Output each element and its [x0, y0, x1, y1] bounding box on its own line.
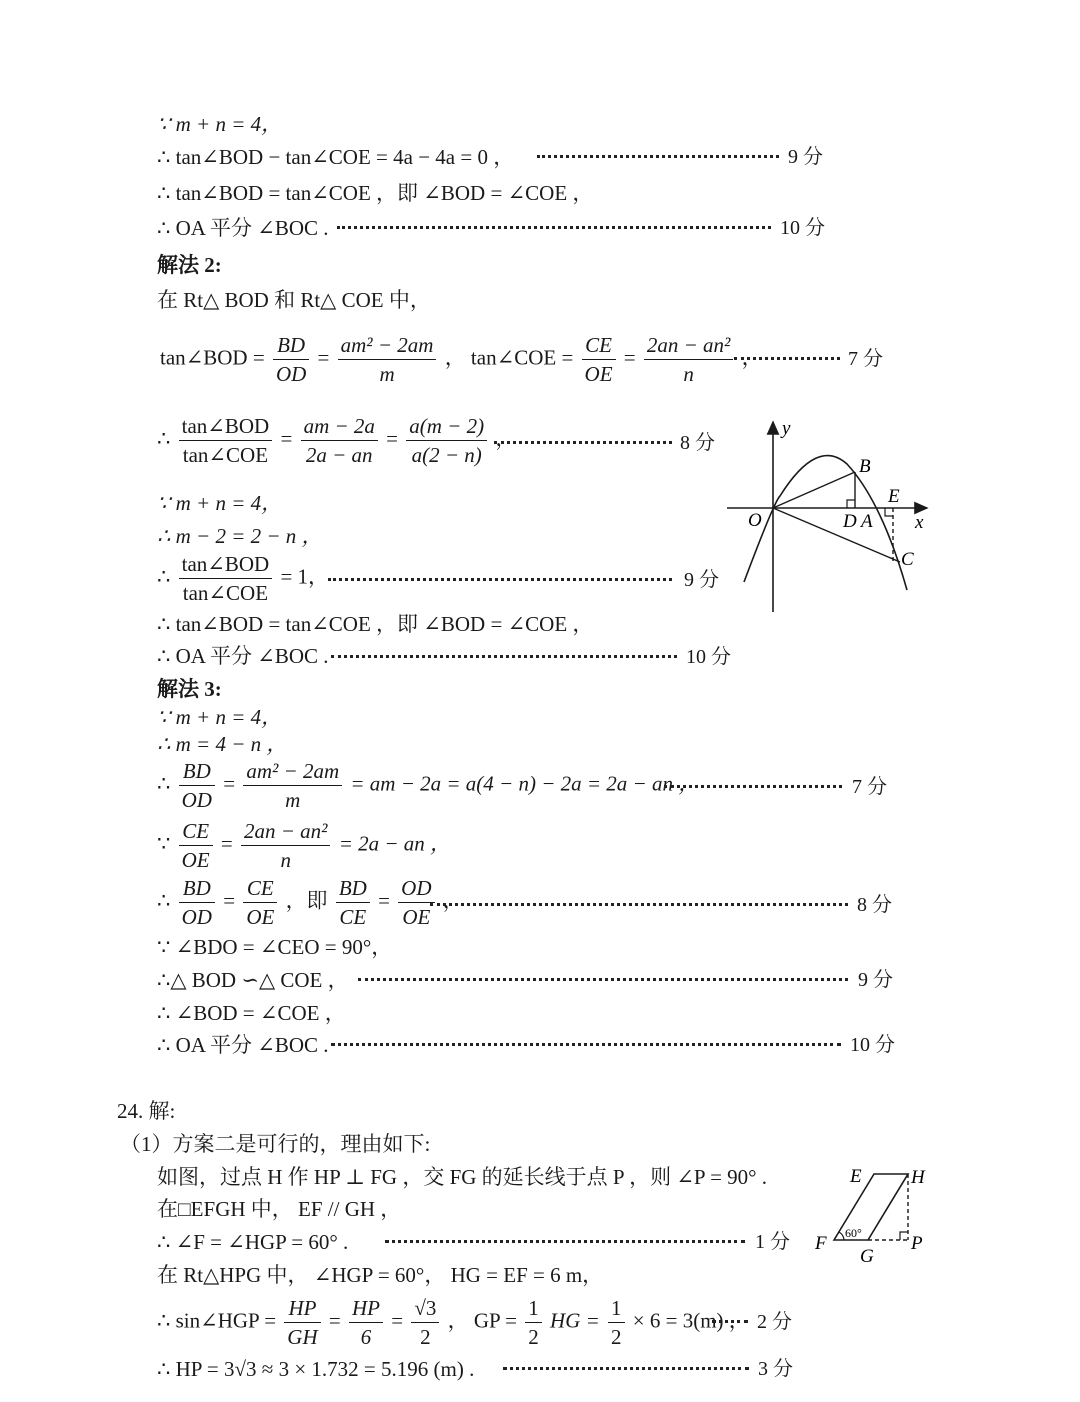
method3-eq3: ∴ $\frac{BD}{OD}$ = $\frac{\text{am² − 2am}}{m}$ = am − 2a = a(4 − n) − 2a = 2a − an ， [157, 759, 700, 812]
p1-line4: ∴ OA 平分 ∠BOC . [157, 216, 329, 240]
label-e: E [888, 486, 900, 507]
method2-eq2: ∴ tan∠BOD tan∠COE = $\frac{am - 2a}{2a - an}$ = $\frac{a(m - 2)}{a(2 - n)}$ ， [157, 414, 517, 467]
fraction: $\frac{1}{2}$ [608, 1294, 625, 1351]
fraction: $\frac{BD}{CE}$ [336, 874, 370, 931]
method3-eq5: ∴ $\frac{BD}{OD}$ = $\frac{CE}{OE}$ ，即 $\frac{BD}{CE}$ = $\frac{OD}{OE}$ ， [157, 876, 464, 929]
parallelogram-figure [812, 1160, 937, 1270]
right-angle-mark-e [885, 508, 893, 516]
score-leader [337, 226, 771, 229]
score-label: 7 分 [848, 348, 883, 370]
score-label: 9 分 [788, 146, 823, 168]
fraction: $\frac{BD}{OD}$ [179, 757, 215, 814]
fraction: $\frac{CE}{OE}$ [179, 817, 213, 874]
score-leader [503, 1367, 749, 1370]
fraction: $\frac{HP}{6}$ [349, 1294, 383, 1351]
label-f: F [815, 1233, 827, 1254]
right-angle-mark-p [900, 1232, 908, 1240]
score-leader [328, 578, 672, 581]
q24-line2: 在□EFGH 中， EF // GH ， [157, 1197, 402, 1221]
score-leader [430, 903, 848, 906]
q24-line1: 如图，过点 H 作 HP ⊥ FG ，交 FG 的延长线于点 P ，则 ∠P = 90° . [157, 1165, 768, 1189]
score-leader [331, 655, 677, 658]
fraction: $\frac{BD}{OD}$ [179, 874, 215, 931]
score-leader [664, 785, 842, 788]
method3-line2: ∴ m = 4 − n ， [157, 732, 288, 756]
fraction: $\frac{HP}{GH}$ [284, 1294, 320, 1351]
score-label: 10 分 [780, 217, 825, 239]
score-leader [494, 441, 672, 444]
fraction: $\frac{\text{2an − an²}}{n}$ [241, 817, 330, 874]
q24-line6: ∴ HP = 3√3 ≈ 3 × 1.732 = 5.196 (m) . [157, 1357, 475, 1381]
p1-line1: ∵ m + n = 4， [157, 112, 283, 136]
method2-line3: ∵ m + n = 4， [157, 491, 283, 515]
score-leader [537, 155, 779, 158]
fraction: $\frac{OD}{OE}$ [398, 874, 434, 931]
fraction: $\frac{\text{am² − 2am}}{m}$ [338, 331, 437, 388]
label-x: x [915, 512, 924, 533]
score-label: 2 分 [757, 1311, 792, 1333]
method3-line9: ∴ OA 平分 ∠BOC . [157, 1033, 329, 1057]
score-leader [712, 1320, 748, 1323]
method2-line7: ∴ OA 平分 ∠BOC . [157, 644, 329, 668]
score-label: 8 分 [680, 432, 715, 454]
q24-eq5: ∴ sin∠HGP = $\frac{HP}{GH}$ = $\frac{HP}{6}$ = $\frac{√3}{2}$ ， GP = $\frac{1}{2}$ HG = $\frac{1}{2}$ × 6 = 3(m) ， [157, 1296, 750, 1349]
score-label: 1 分 [755, 1231, 790, 1253]
label-g: G [860, 1246, 874, 1267]
label-angle: 60° [845, 1226, 862, 1240]
fraction: $\frac{a(m - 2)}{a(2 - n)}$ [406, 412, 487, 469]
score-leader [331, 1043, 841, 1046]
label-y: y [782, 418, 791, 439]
method2-line4: ∴ m − 2 = 2 − n ， [157, 524, 323, 548]
score-label: 8 分 [857, 894, 892, 916]
method3-line8: ∴ ∠BOD = ∠COE ， [157, 1001, 346, 1025]
method3-eq4: ∵ $\frac{CE}{OE}$ = $\frac{\text{2an − an²}}{n}$ = 2a − an ， [157, 819, 452, 872]
fraction: $\frac{1}{2}$ [525, 1294, 542, 1351]
fraction: $\frac{BD}{OD}$ [273, 331, 309, 388]
method2-eq5: ∴ tan∠BOD tan∠COE = 1， [157, 552, 330, 605]
p1-line2: ∴ tan∠BOD − tan∠COE = 4a − 4a = 0 ， [157, 145, 515, 169]
label-h: H [911, 1167, 925, 1188]
score-leader [734, 357, 840, 360]
q24-title: 24. 解: [117, 1099, 176, 1123]
fraction: $\frac{CE}{OE}$ [243, 874, 277, 931]
method2-intro: 在 Rt△ BOD 和 Rt△ COE 中， [157, 288, 431, 312]
segment-ob [773, 472, 855, 508]
label-o: O [748, 510, 762, 531]
fraction: $\frac{√3}{2}$ [411, 1294, 439, 1351]
method3-line6: ∵ ∠BDO = ∠CEO = 90°， [157, 935, 393, 959]
fraction: $\frac{\text{am² − 2am}}{m}$ [243, 757, 342, 814]
score-label: 10 分 [686, 646, 731, 668]
score-leader [358, 978, 848, 981]
parabola-curve [744, 456, 907, 590]
method2-heading: 解法 2: [157, 253, 222, 277]
score-label: 10 分 [850, 1034, 895, 1056]
score-label: 9 分 [684, 569, 719, 591]
parabola-figure [722, 412, 937, 617]
fraction: tan∠BOD tan∠COE [179, 412, 273, 469]
method3-line1: ∵ m + n = 4， [157, 705, 283, 729]
label-c: C [901, 549, 914, 570]
p1-line3: ∴ tan∠BOD = tan∠COE ，即 ∠BOD = ∠COE ， [157, 181, 594, 205]
q24-line3: ∴ ∠F = ∠HGP = 60° . [157, 1230, 349, 1254]
score-label: 3 分 [758, 1358, 793, 1380]
label-d: D [843, 511, 857, 532]
label-p: P [911, 1233, 923, 1254]
method3-line7: ∴△ BOD ∽△ COE ， [157, 968, 349, 992]
angle-arc-f [839, 1232, 844, 1240]
q24-line4: 在 Rt△HPG 中， ∠HGP = 60°， HG = EF = 6 m， [157, 1263, 604, 1287]
method2-eq1: tan∠BOD = $\frac{BD}{OD}$ = $\frac{\text{am² − 2am}}{m}$ ， tan∠COE = $\frac{CE}{OE}$ = $\frac{\text{2an − an²}}{n}$ ， [160, 333, 763, 386]
score-label: 7 分 [852, 776, 887, 798]
fraction: $\frac{CE}{OE}$ [582, 331, 616, 388]
label-a: A [861, 511, 873, 532]
q24-part1: （1）方案二是可行的，理由如下: [120, 1132, 431, 1156]
fraction: $\frac{am - 2a}{2a - an}$ [301, 412, 378, 469]
fraction: $\frac{\text{2an − an²}}{n}$ [644, 331, 733, 388]
score-label: 9 分 [858, 969, 893, 991]
right-angle-mark-d [847, 500, 855, 508]
method2-line6: ∴ tan∠BOD = tan∠COE ，即 ∠BOD = ∠COE ， [157, 612, 594, 636]
label-e: E [850, 1166, 862, 1187]
fraction: tan∠BOD tan∠COE [179, 550, 273, 607]
method3-heading: 解法 3: [157, 677, 222, 701]
label-b: B [859, 456, 871, 477]
score-leader [385, 1240, 745, 1243]
